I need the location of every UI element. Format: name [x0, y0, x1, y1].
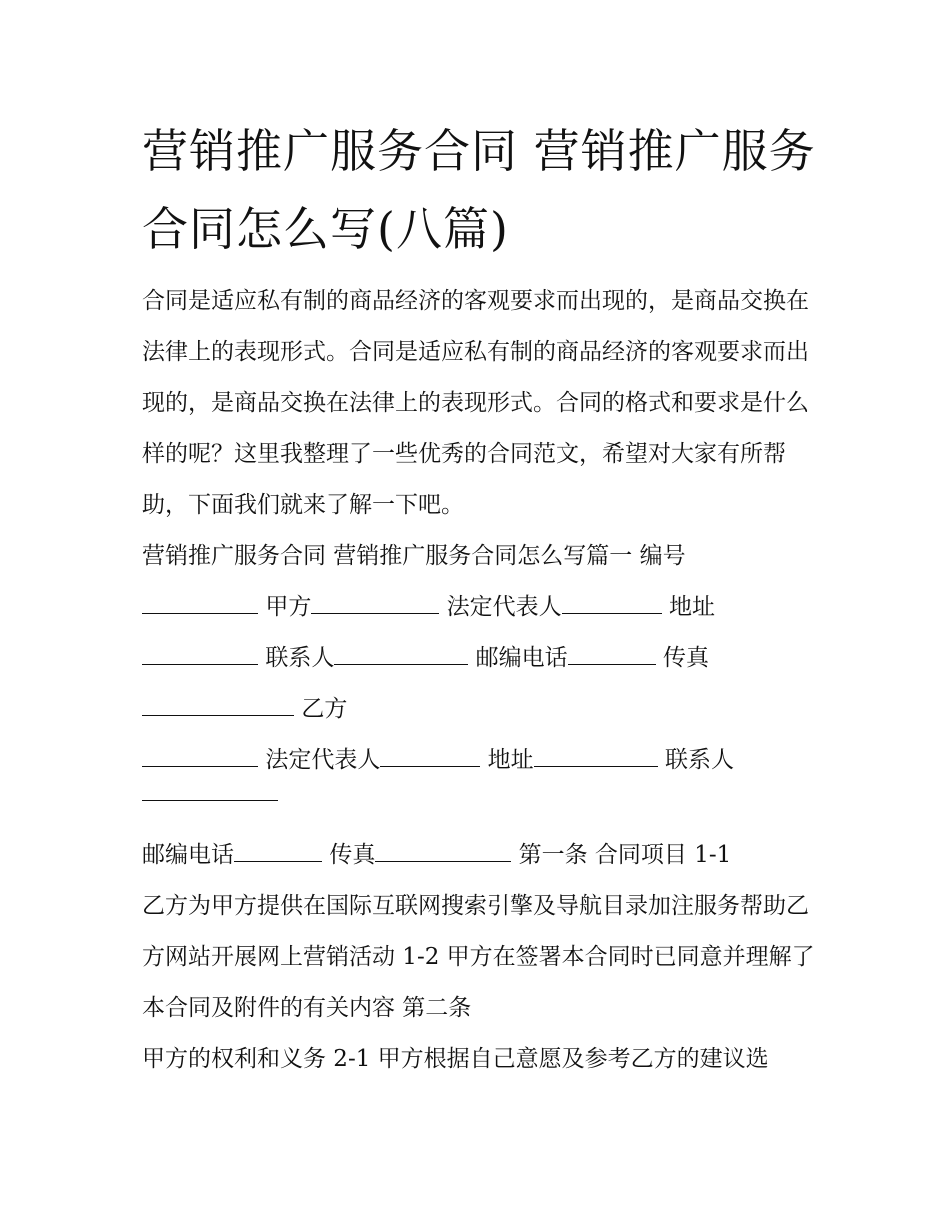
blank-postcode-phone-2	[234, 860, 322, 862]
contact-label-2: 联系人	[664, 747, 734, 773]
blank-contact-1	[334, 663, 468, 665]
article-1-body: 乙方为甲方提供在国际互联网搜索引擎及导航目录加注服务帮助乙方网站开展网上营销活动 1-2 甲方在签署本合同时已同意并理解了本合同及附件的有关内容 第二条	[142, 893, 815, 1021]
blank-party-b	[142, 765, 258, 767]
blank-contact-2-row	[142, 786, 822, 830]
fax-label-2: 传真	[329, 842, 376, 868]
section-heading: 营销推广服务合同 营销推广服务合同怎么写篇一 编号	[142, 543, 686, 569]
blank-address-2	[534, 765, 658, 767]
party-a-line	[142, 582, 822, 633]
blank-address-1	[142, 663, 258, 665]
blank-contact-2	[142, 799, 278, 801]
legal-rep-label-1: 法定代表人	[446, 594, 562, 620]
legal-rep-label-2: 法定代表人	[265, 747, 381, 773]
contact-label-1: 联系人	[265, 645, 335, 671]
blank-legal-rep-2	[380, 765, 480, 767]
blank-legal-rep-1	[562, 612, 662, 614]
document-page	[142, 112, 822, 1085]
blank-fax-2	[375, 860, 511, 862]
postcode-line-2	[142, 830, 822, 881]
postcode-phone-label-1: 邮编电话	[475, 645, 568, 671]
blank-postcode-phone-1	[568, 663, 656, 665]
party-a-label: 甲方	[265, 594, 312, 620]
address-label-1: 地址	[668, 594, 715, 620]
document-title: 营销推广服务合同 营销推广服务合同怎么写(八篇)	[142, 124, 816, 256]
party-b-label: 乙方	[301, 696, 348, 722]
address-label-2: 地址	[487, 747, 534, 773]
intro-paragraph: 合同是适应私有制的商品经济的客观要求而出现的，是商品交换在法律上的表现形式。合同是适应私有制的商品经济的客观要求而出现的，是商品交换在法律上的表现形式。合同的格式和要求是什么样的呢？这里我整理了一些优秀的合同范文，希望对大家有所帮助，下面我们就来了解一下吧。	[142, 288, 809, 518]
fax-label-1: 传真	[662, 645, 709, 671]
contact-line-1	[142, 633, 822, 684]
article-2-body: 甲方的权利和义务 2-1 甲方根据自己意愿及参考乙方的建议选	[142, 1046, 769, 1072]
blank-fax-1	[142, 714, 294, 716]
blank-party-a	[311, 612, 439, 614]
article-1-heading: 第一条 合同项目 1-1	[518, 842, 732, 868]
postcode-phone-label-2: 邮编电话	[142, 842, 234, 868]
party-b-line	[142, 684, 822, 735]
party-b-details-line	[142, 735, 822, 786]
blank-number	[142, 612, 258, 614]
